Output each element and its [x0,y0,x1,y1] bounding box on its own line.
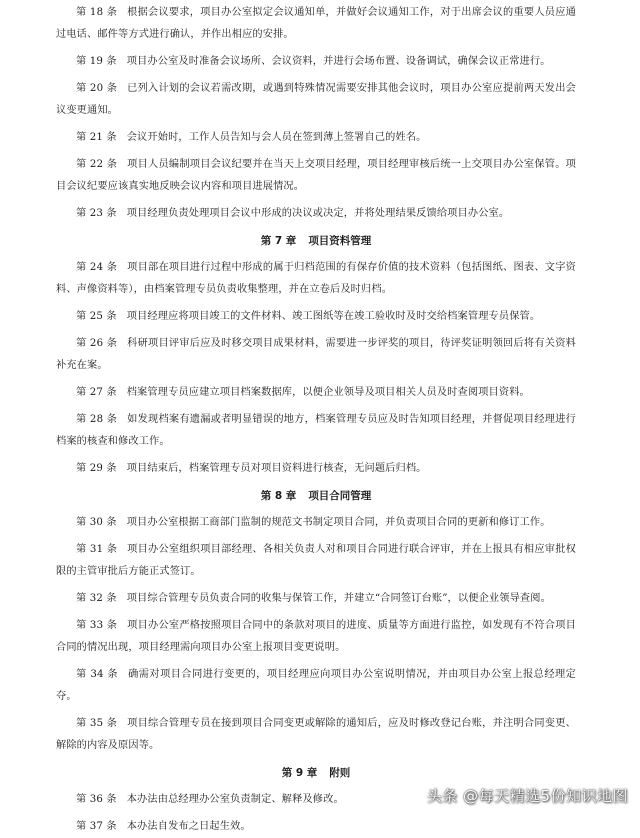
article-paragraph [56,257,576,301]
article-number: 第 29 条 [76,463,117,474]
article-number: 第 32 条 [76,593,117,604]
chapter-number: 第 8 章 [260,490,297,502]
article-text: 项目办公室及时准备会议场所、会议资料，并进行会场布置、设备调试，确保会议正常进行。 [126,56,551,67]
article-paragraph [56,458,576,480]
article-paragraph [56,713,576,757]
article-text: 项目综合管理专员在接到项目合同变更或解除的通知后，应及时修改登记台账，并注明合同变更、解除的内容及原因等。 [56,718,576,751]
chapter-heading [56,762,576,784]
article-text: 项目经理负责处理项目会议中形成的决议或决定，并将处理结果反馈给项目办公室。 [126,208,510,219]
article-text: 根据会议要求，项目办公室拟定会议通知单，并做好会议通知工作，对于出席会议的重要人员应通过电话、邮件等方式进行确认，并作出相应的安排。 [56,7,576,40]
chapter-title: 项目资料管理 [308,235,372,247]
chapter-title: 附则 [329,767,351,779]
article-number: 第 30 条 [76,517,117,528]
article-number: 第 28 条 [76,414,118,425]
article-text: 如发现档案有遗漏或者明显错误的地方，档案管理专员应及时告知项目经理，并督促项目经理进行档案的核查和修改工作。 [56,414,576,447]
article-text: 档案管理专员应建立项目档案数据库，以便企业领导及项目相关人员及时查阅项目资料。 [126,387,530,398]
article-paragraph [56,78,576,122]
article-number: 第 21 条 [76,132,117,143]
article-text: 本办法由总经理办公室负责制定、解释及修改。 [126,794,344,805]
article-text: 本办法自发布之日起生效。 [126,821,251,832]
article-text: 项目办公室组织项目部经理、各相关负责人对和项目合同进行联合评审，并在上报具有相应审批权限的主管审批后方能正式签订。 [56,544,576,577]
article-paragraph [56,306,576,328]
article-text: 确需对项目合同进行变更的，项目经理应向项目办公室说明情况，并由项目办公室上报总经理定夺。 [56,669,576,702]
article-number: 第 19 条 [76,56,117,67]
article-paragraph [56,816,576,838]
article-paragraph [56,154,576,198]
article-paragraph [56,51,576,73]
article-text: 项目经理应将项目竣工的文件材料、竣工图纸等在竣工验收时及时交给档案管理专员保管。 [126,311,541,322]
chapter-number: 第 7 章 [260,235,297,247]
article-paragraph [56,203,576,225]
article-paragraph [56,512,576,534]
article-paragraph [56,588,576,610]
chapter-number: 第 9 章 [281,767,318,779]
chapter-heading [56,485,576,507]
article-text: 已列入计划的会议若需改期，或遇到特殊情况需要安排其他会议时，项目办公室应提前两天发出会议变更通知。 [56,83,576,116]
article-number: 第 23 条 [76,208,117,219]
article-number: 第 22 条 [76,159,118,170]
chapter-title: 项目合同管理 [308,490,372,502]
article-number: 第 18 条 [76,7,118,18]
article-number: 第 25 条 [76,311,117,322]
article-text: 项目办公室根据工商部门监制的规范文书制定项目合同，并负责项目合同的更新和修订工作。 [126,517,551,528]
article-number: 第 34 条 [76,669,119,680]
article-number: 第 35 条 [76,718,118,729]
article-paragraph [56,333,576,377]
article-number: 第 24 条 [76,262,118,273]
article-paragraph [56,664,576,708]
article-paragraph [56,127,576,149]
article-text: 项目综合管理专员负责合同的收集与保管工作，并建立“合同签订台账”，以便企业领导查阅。 [126,593,551,604]
article-number: 第 26 条 [76,338,118,349]
article-number: 第 20 条 [76,83,118,94]
article-text: 项目部在项目进行过程中形成的属于归档范围的有保存价值的技术资料（包括图纸、图表、文字资料、声像资料等），由档案管理专员负责收集整理，并在立卷后及时归档。 [56,262,576,295]
article-text: 会议开始时，工作人员告知与会人员在签到薄上签署自己的姓名。 [126,132,427,143]
article-number: 第 27 条 [76,387,117,398]
article-paragraph [56,382,576,404]
article-number: 第 36 条 [76,794,117,805]
article-paragraph [56,539,576,583]
article-paragraph [56,2,576,46]
article-number: 第 37 条 [76,821,117,832]
article-text: 项目人员编制项目会议纪要并在当天上交项目经理，项目经理审核后统一上交项目办公室保管。项目会议纪要应该真实地反映会议内容和项目进展情况。 [56,159,576,192]
article-text: 项目办公室严格按照项目合同中的条款对项目的进度、质量等方面进行监控，如发现有不符合项目合同的情况出现，项目经理需向项目办公室上报项目变更说明。 [56,620,576,653]
article-number: 第 33 条 [76,620,118,631]
article-text: 项目结束后，档案管理专员对项目资料进行核查，无问题后归档。 [126,463,427,474]
article-paragraph [56,409,576,453]
watermark: 头条 @每天精选5份知识地图 [426,787,628,805]
article-number: 第 31 条 [76,544,118,555]
chapter-heading [56,230,576,252]
article-text: 科研项目评审后应及时移交项目成果材料，需要进一步评奖的项目，待评奖证明领回后将有关资料补充在案。 [56,338,576,371]
article-paragraph [56,615,576,659]
